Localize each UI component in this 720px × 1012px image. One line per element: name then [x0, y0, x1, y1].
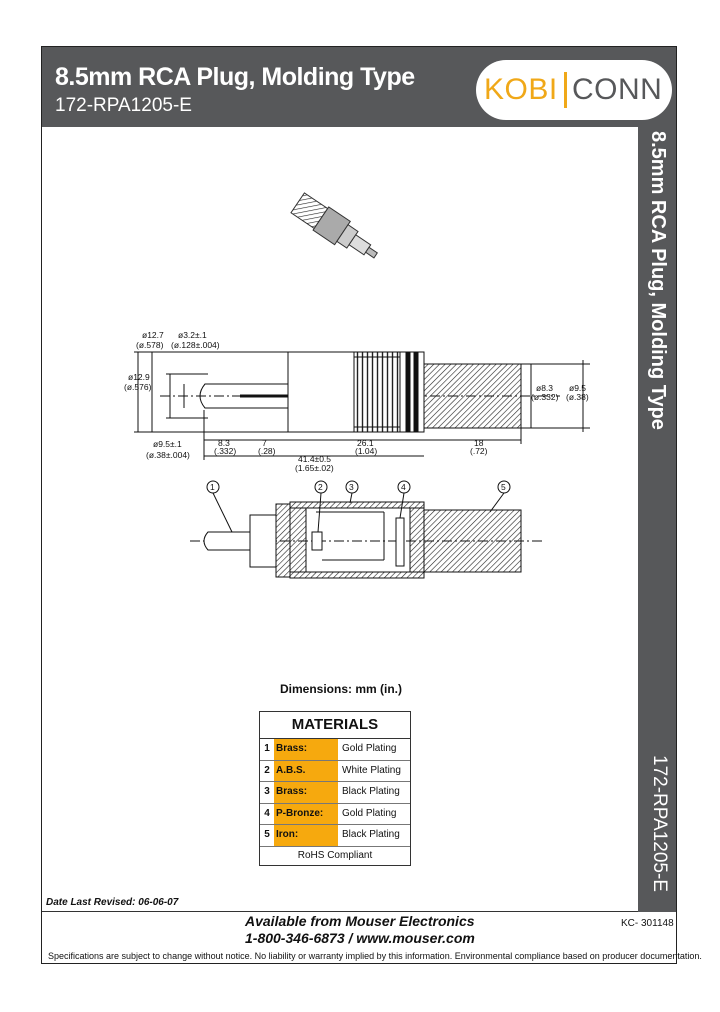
photo-pin — [366, 247, 378, 258]
callout-3: 3 — [349, 482, 354, 492]
materials-row — [260, 782, 410, 804]
material-finish: Gold Plating — [342, 743, 397, 754]
dim-d2-mm: ø3.2±.1 — [178, 330, 207, 340]
date-revised: Date Last Revised: 06-06-07 — [42, 895, 190, 911]
dim-l1-mm: 8.3 — [218, 438, 230, 448]
materials-row — [260, 739, 410, 761]
material-finish: Black Plating — [342, 829, 400, 840]
part-number: 172-RPA1205-E — [55, 95, 192, 116]
cross-section-view — [190, 481, 545, 578]
grip-ring-2 — [414, 352, 418, 432]
dim-l4-mm: 18 — [474, 438, 484, 448]
footer-divider — [42, 911, 638, 912]
materials-table — [259, 711, 411, 866]
section-insulator — [290, 508, 306, 572]
materials-heading: MATERIALS — [260, 712, 410, 739]
dim-d5-in: (ø.332) — [531, 392, 559, 402]
section-sleeve — [250, 515, 276, 567]
material-number: 4 — [264, 807, 270, 819]
section-cable — [424, 510, 521, 572]
sleeve-outline — [244, 352, 288, 432]
dim-d5-mm: ø8.3 — [536, 383, 554, 393]
material-name: Iron: — [274, 825, 338, 846]
materials-row — [260, 761, 410, 783]
callout-1: 1 — [210, 482, 215, 492]
section-center-contact — [312, 532, 322, 550]
section-front-flange — [276, 504, 290, 577]
product-photo — [290, 191, 384, 267]
dim-d6-mm: ø9.5 — [569, 383, 587, 393]
material-name: P-Bronze: — [274, 804, 338, 825]
material-name: Brass: — [274, 782, 338, 803]
document-code: KC- 301148 — [621, 918, 674, 929]
material-name: A.B.S. — [274, 761, 338, 782]
sidebar-title: 8.5mm RCA Plug, Molding Type — [647, 131, 669, 430]
leader-1 — [213, 493, 232, 532]
grip-ring-1 — [406, 352, 410, 432]
material-finish: Black Plating — [342, 786, 400, 797]
leader-5 — [490, 493, 504, 512]
dim-total-in: (1.65±.02) — [295, 463, 334, 473]
dim-l2-mm: 7 — [262, 438, 267, 448]
rohs-compliant: RoHS Compliant — [297, 849, 373, 861]
materials-row — [260, 825, 410, 847]
dim-l3-in: (1.04) — [355, 446, 378, 456]
dim-d3-mm: ø12.9 — [128, 372, 150, 382]
logo-kobi-text: KOBI — [484, 73, 558, 106]
dim-d4-mm: ø9.5±.1 — [153, 439, 182, 449]
dimensions-label: Dimensions: mm (in.) — [280, 682, 403, 696]
material-number: 2 — [264, 764, 270, 776]
dim-d1-mm: ø12.7 — [142, 330, 164, 340]
knurl-band — [354, 352, 400, 432]
dim-d6-in: (ø.38) — [566, 392, 589, 402]
availability-text: Available from Mouser Electronics — [245, 913, 475, 929]
material-name: Brass: — [274, 739, 338, 760]
dim-d3-in: (ø.576) — [124, 382, 152, 392]
dim-d1-in: (ø.578) — [136, 340, 164, 350]
dim-d2-in: (ø.128±.004) — [171, 340, 220, 350]
housing-body — [288, 352, 354, 432]
materials-row — [260, 804, 410, 826]
logo-conn-text: CONN — [572, 73, 663, 106]
dim-l4-in: (.72) — [470, 446, 488, 456]
cable-strain-relief — [424, 364, 521, 428]
callout-5: 5 — [501, 482, 506, 492]
dim-total-mm: 41.4±0.5 — [298, 454, 332, 464]
sidebar-part-number: 172-RPA1205-E — [649, 755, 670, 892]
dim-l1-in: (.332) — [214, 446, 237, 456]
material-number: 1 — [264, 743, 270, 754]
callout-2: 2 — [318, 482, 323, 492]
material-finish: White Plating — [342, 764, 401, 776]
material-finish: Gold Plating — [342, 807, 397, 819]
material-number: 5 — [264, 829, 270, 840]
dim-d4-in: (ø.38±.004) — [146, 450, 190, 460]
page-title: 8.5mm RCA Plug, Molding Type — [55, 63, 415, 91]
grip-section — [400, 352, 424, 432]
dim-l2-in: (.28) — [258, 446, 276, 456]
contact-info: 1-800-346-6873 / www.mouser.com — [245, 930, 475, 946]
disclaimer: Specifications are subject to change without notice. No liability or warranty implied by this information. Environmental compliance based on producer documentation. — [48, 951, 702, 961]
material-number: 3 — [264, 786, 270, 797]
callout-4: 4 — [401, 482, 406, 492]
section-shell-top — [290, 502, 424, 508]
section-shell-bottom — [290, 572, 424, 578]
dim-l3-mm: 26.1 — [357, 438, 374, 448]
section-spring-clip — [396, 518, 404, 566]
section-grip — [410, 508, 424, 572]
